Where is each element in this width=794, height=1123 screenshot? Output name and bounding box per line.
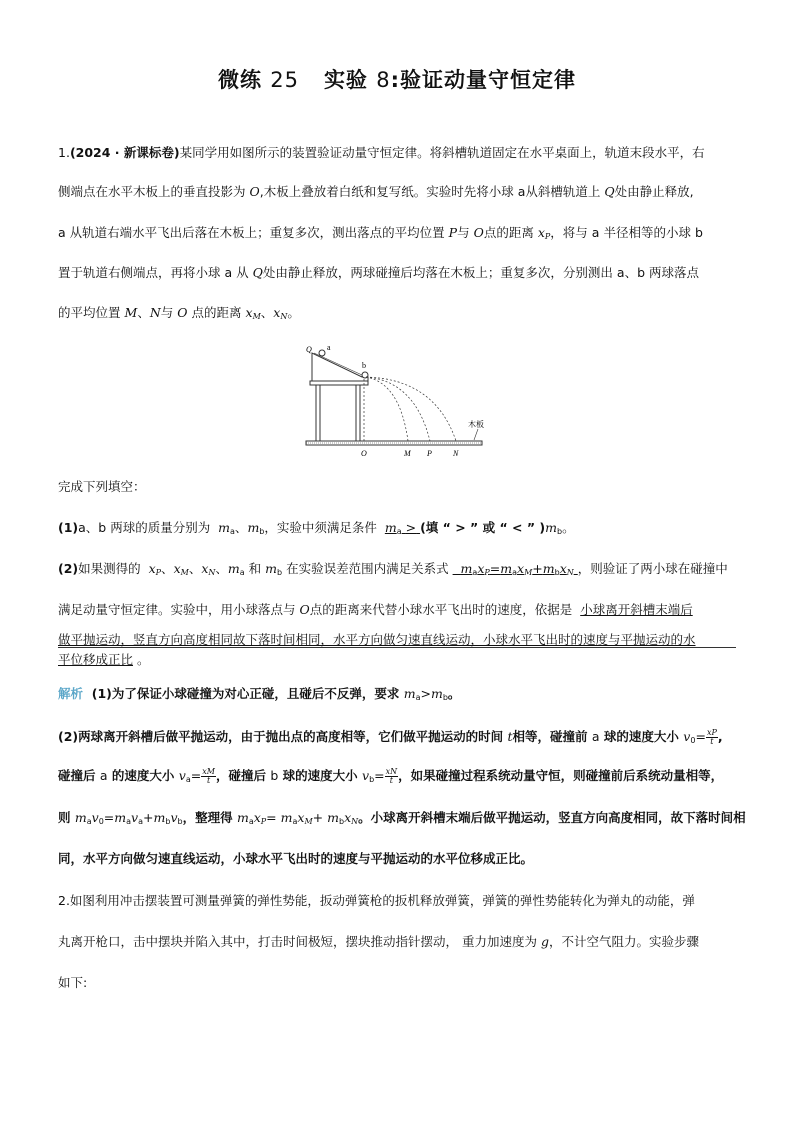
experiment-diagram xyxy=(300,337,500,461)
label-P: P xyxy=(427,449,432,458)
answer-2-formula: $m_ax_P=m_ax_M+m_bx_N$ xyxy=(460,561,574,577)
q1-line-4: 置于轨道右侧端点，再将小球 a 从 Q处由静止释放，两球碰撞后均落在木板上；重复多次，分别测出 a、b 两球落点 xyxy=(58,265,700,280)
label-Q: Q xyxy=(306,345,312,354)
label-N: N xyxy=(453,449,459,458)
fraction-va: $\frac{xM}{t}$ xyxy=(202,767,215,785)
answer-underline xyxy=(58,647,736,648)
q2-line-1: 2.如图利用冲击摆装置可测量弹簧的弹性势能，扳动弹簧枪的扳机释放弹簧，弹簧的弹性势能转化为弹丸的动能，弹 xyxy=(58,893,695,908)
q2-line-3: 如下: xyxy=(58,975,88,990)
q1-line-3: a 从轨道右端水平飞出后落在木板上；重复多次，测出落点的平均位置 P与 O点的距离 $x_P$，将与 a 半径相等的小球 b xyxy=(58,225,703,241)
part-2-line-2: 满足动量守恒定律。实验中，用小球落点与 O点的距离来代替小球水平飞出时的速度，依据是 小球离开斜槽末端后 xyxy=(58,602,693,617)
trajectory-P xyxy=(366,377,430,441)
q1-line-2: 侧端点在水平木板上的垂直投影为 O,木板上叠放着白纸和复写纸。实验时先将小球 a从斜槽轨道上 Q处由静止释放, xyxy=(58,184,694,199)
fill-intro: 完成下列填空： xyxy=(58,479,146,494)
part-1: (1)a、b 两球的质量分别为 $m_a$、$m_b$，实验中须满足条件 $m_a$ > (填 “ > ” 或 “ < ” )$m_b$。 xyxy=(58,520,575,536)
q2-line-2: 丸离开枪口，击中摆块并陷入其中，打击时间极短，摆块推动指针摆动， 重力加速度为 g，不计空气阻力。实验步骤 xyxy=(58,934,699,949)
fraction-v0: $\frac{xP}{t}$ xyxy=(706,728,717,746)
analysis-line-2: (2)两球离开斜槽后做平抛运动，由于抛出点的高度相等，它们做平抛运动的时间 t相等，碰撞前 a 球的速度大小 $v_0=$ $\frac{xP}{t}$ , xyxy=(58,728,723,746)
trajectory-N xyxy=(366,377,456,441)
label-O: O xyxy=(361,449,367,458)
label-board: 木板 xyxy=(468,420,484,429)
q1-line-1: 1.(2024 · 新课标卷)某同学用如图所示的装置验证动量守恒定律。将斜槽轨道固定在水平桌面上，轨道末段水平，右 xyxy=(58,145,705,160)
analysis-line-5: 同，水平方向做匀速直线运动，小球水平飞出时的速度与平抛运动的水平位移成正比。 xyxy=(58,851,534,866)
analysis-line-4: 则 $m_av_0=m_av_a+m_bv_b$，整理得 $m_ax_P= m_ax_M+ m_bx_N$。小球离开斜槽末端后做平抛运动，竖直方向高度相同，故下落时间相 xyxy=(58,810,746,826)
label-M: M xyxy=(404,449,411,458)
ball-a xyxy=(319,350,325,356)
trajectory-M xyxy=(366,377,408,441)
answer-2-reason-a: 小球离开斜槽末端后 xyxy=(580,602,693,617)
table-top xyxy=(310,381,368,385)
part-2-line-1: (2)如果测得的 $x_P$、$x_M$、$x_N$、$m_a$ 和 $m_b$ 在实验误差范围内满足关系式 $m_ax_P=m_ax_M+m_bx_N$ ，则验证了两小球在碰撞中 xyxy=(58,561,728,577)
page-title: 微练 25 实验 8:验证动量守恒定律 xyxy=(217,68,577,92)
label-a: a xyxy=(327,343,331,352)
inclined-track xyxy=(312,353,368,381)
answer-1: $m_a$ > xyxy=(384,520,417,536)
part-2-line-4: 平位移成正比 。 xyxy=(58,652,150,667)
q1-line-5: 的平均位置 M、N与 O 点的距离 $x_M$、$x_N$。 xyxy=(58,305,300,321)
fraction-vb: $\frac{xN}{t}$ xyxy=(385,767,398,785)
analysis-line-3: 碰撞后 a 的速度大小 $v_a=$ $\frac{xM}{t}$ ，碰撞后 b 球的速度大小 $v_b=$ $\frac{xN}{t}$ ，如果碰撞过程系统动量守恒，则碰撞前后系统动量相等， xyxy=(58,767,724,785)
analysis-line-1: 解析 (1)为了保证小球碰撞为对心正碰，且碰后不反弹，要求 $m_a>m_b$。 xyxy=(58,686,461,702)
analysis-label: 解析 xyxy=(58,686,84,701)
part-2-line-3: 做平抛运动，竖直方向高度相同故下落时间相同，水平方向做匀速直线运动，小球水平飞出时的速度与平抛运动的水 xyxy=(58,632,696,647)
label-b: b xyxy=(362,361,366,370)
